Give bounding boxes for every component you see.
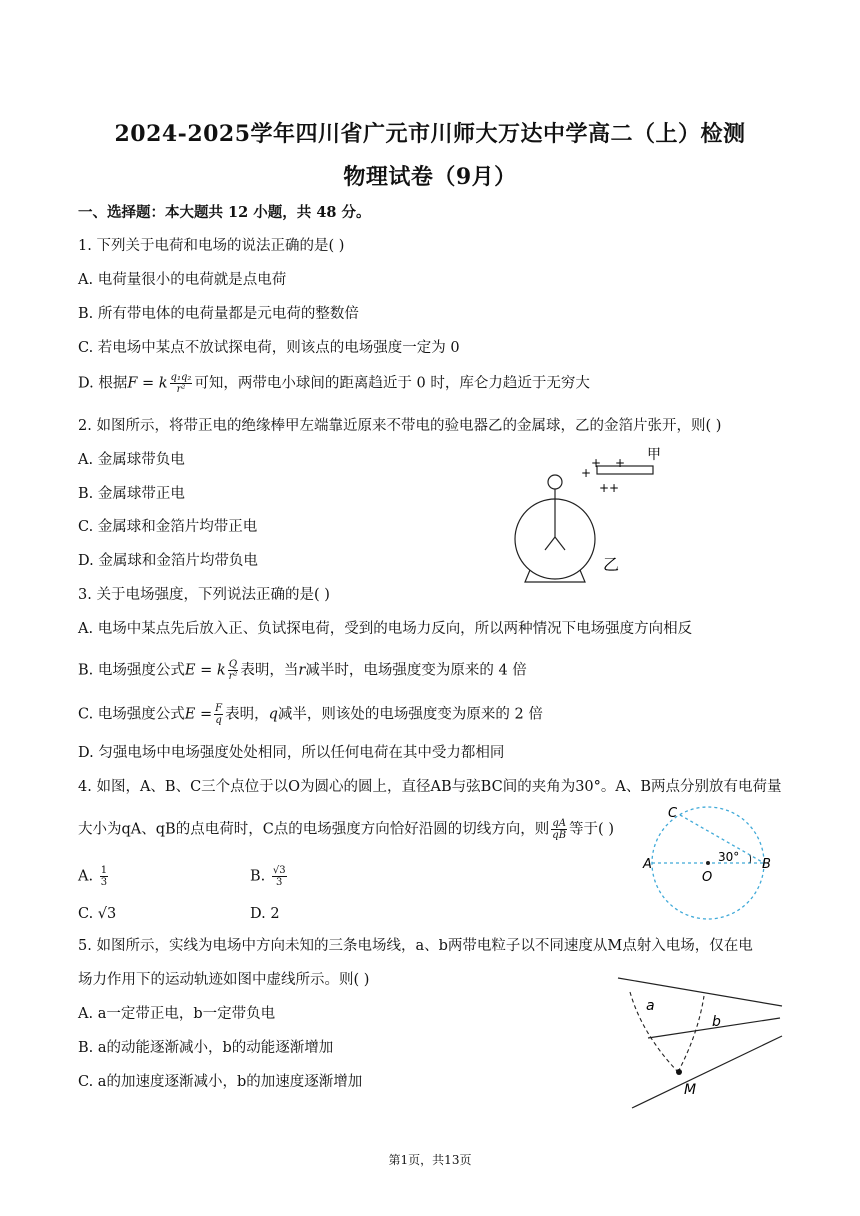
q1-option-c: C. 若电场中某点不放试探电荷，则该点的电场强度一定为 0: [78, 340, 460, 356]
q1-option-b: B. 所有带电体的电荷量都是元电荷的整数倍: [78, 306, 359, 322]
q2-option-d: D. 金属球和金箔片均带负电: [78, 553, 258, 569]
plus-sign: +: [599, 481, 610, 495]
trajectory-b-label: b: [712, 1014, 721, 1030]
q1-d-fraction: [170, 372, 193, 395]
center-o-label: O: [702, 870, 713, 885]
q3-b-var: r: [298, 662, 306, 679]
point-a-label: A: [643, 857, 652, 872]
q5-option-a: A. a一定带正电，b一定带负电: [78, 1006, 276, 1022]
q3-c-mid: 表明，: [225, 706, 269, 723]
q3-b-formula: E = k: [184, 662, 226, 679]
q2-option-b: B. 金属球带正电: [78, 486, 185, 502]
point-b-label: B: [762, 857, 771, 872]
q3-stem: 3. 关于电场强度，下列说法正确的是( ): [78, 587, 330, 603]
trajectory-a-label: a: [646, 998, 655, 1014]
q5-line-2: 场力作用下的运动轨迹如图中虚线所示。则( ): [78, 972, 370, 988]
title-line-1: 2024-2025学年四川省广元市川师大万达中学高二（上）检测: [114, 121, 746, 147]
q4-line-2: [78, 818, 614, 841]
q4-a-fraction: [100, 865, 108, 888]
q5-option-b: B. a的动能逐渐减小，b的动能逐渐增加: [78, 1040, 334, 1056]
q4-line2-post: 等于( ): [569, 821, 614, 838]
q5-line-1: 5. 如图所示，实线为电场中方向未知的三条电场线，a、b两带电粒子以不同速度从M点射入电场，仅在电: [78, 938, 753, 954]
q4-b-den: 3: [276, 877, 283, 888]
q4-b-label: B.: [250, 868, 266, 885]
q3-c-fraction: [214, 703, 223, 726]
q4-ratio-fraction: [551, 818, 567, 841]
point-m-label: M: [684, 1082, 697, 1098]
q2-option-a: A. 金属球带负电: [78, 452, 185, 468]
q1-option-d: [78, 372, 590, 395]
electroscope-figure: [505, 442, 675, 590]
q3-b-post: 减半时，电场强度变为原来的 4 倍: [305, 662, 527, 679]
title-line-2: 物理试卷（9月）: [343, 164, 517, 190]
q3-b-num: Q: [228, 659, 238, 670]
q3-c-var: q: [268, 706, 278, 723]
q4-b-fraction: [272, 865, 287, 888]
plus-sign: +: [609, 481, 620, 495]
q4-line-1: 4. 如图，A、B、C三个点位于以O为圆心的圆上，直径AB与弦BC间的夹角为30°。A、B两点分别放有电荷量: [78, 779, 782, 795]
section-heading: 一、选择题：本大题共 12 小题，共 48 分。: [78, 204, 371, 221]
q4-option-a: [78, 865, 110, 888]
q4-a-den: 3: [100, 877, 108, 888]
q4-b-num: √3: [272, 865, 286, 876]
plus-sign: +: [581, 466, 592, 480]
q4-option-d: D. 2: [250, 906, 280, 922]
point-c-label: C: [668, 806, 678, 821]
q1-option-a: A. 电荷量很小的电荷就是点电荷: [78, 272, 287, 288]
q3-c-formula: E =: [184, 706, 213, 723]
q1-d-den: r²: [176, 384, 186, 395]
device-label: 乙: [603, 555, 620, 574]
q1-stem: 1. 下列关于电荷和电场的说法正确的是( ): [78, 238, 345, 254]
q4-a-num: 1: [100, 865, 108, 876]
q3-b-fraction: [228, 659, 239, 682]
field-lines-figure: [612, 974, 787, 1114]
rod-label: 甲: [647, 447, 661, 463]
q3-c-post: 减半，则该处的电场强度变为原来的 2 倍: [277, 706, 543, 723]
q3-option-d: D. 匀强电场中电场强度处处相同，所以任何电荷在其中受力都相同: [78, 745, 505, 761]
q3-option-a: A. 电场中某点先后放入正、负试探电荷，受到的电场力反向，所以两种情况下电场强度方向相反: [78, 621, 693, 637]
q3-c-den: q: [215, 715, 222, 726]
q3-b-mid: 表明，当: [240, 662, 299, 679]
circle-figure: [638, 805, 783, 925]
q4-line2-pre: 大小为qA、qB的点电荷时，C点的电场强度方向恰好沿圆的切线方向，则: [78, 821, 550, 838]
q4-ratio-num: qA: [552, 818, 566, 829]
q1-d-post: 可知，两带电小球间的距离趋近于 0 时，库仑力趋近于无穷大: [194, 375, 590, 392]
q3-c-pre: C. 电场强度公式: [78, 706, 185, 723]
q5-option-c: C. a的加速度逐渐减小，b的加速度逐渐增加: [78, 1074, 363, 1090]
q2-stem: 2. 如图所示，将带正电的绝缘棒甲左端靠近原来不带电的验电器乙的金属球，乙的金箔片张开，则( ): [78, 418, 722, 434]
q1-d-num: q₁q₂: [170, 372, 192, 383]
q2-option-c: C. 金属球和金箔片均带正电: [78, 519, 258, 535]
q1-d-formula: F = k: [127, 375, 168, 392]
angle-label: 30°: [718, 850, 740, 864]
plus-sign: +: [591, 456, 602, 470]
q3-b-den: r²: [228, 671, 238, 682]
q4-option-b: [250, 865, 289, 888]
plus-sign: +: [615, 456, 626, 470]
q4-option-c: C. √3: [78, 906, 117, 922]
q3-option-c: [78, 703, 543, 726]
q3-b-pre: B. 电场强度公式: [78, 662, 185, 679]
q3-option-b: [78, 659, 527, 682]
q4-a-label: A.: [78, 868, 94, 885]
q3-c-num: F: [215, 703, 223, 714]
page-footer: 第1页，共13页: [388, 1153, 472, 1167]
q4-ratio-den: qB: [552, 830, 567, 841]
q1-d-pre: D. 根据: [78, 375, 128, 392]
